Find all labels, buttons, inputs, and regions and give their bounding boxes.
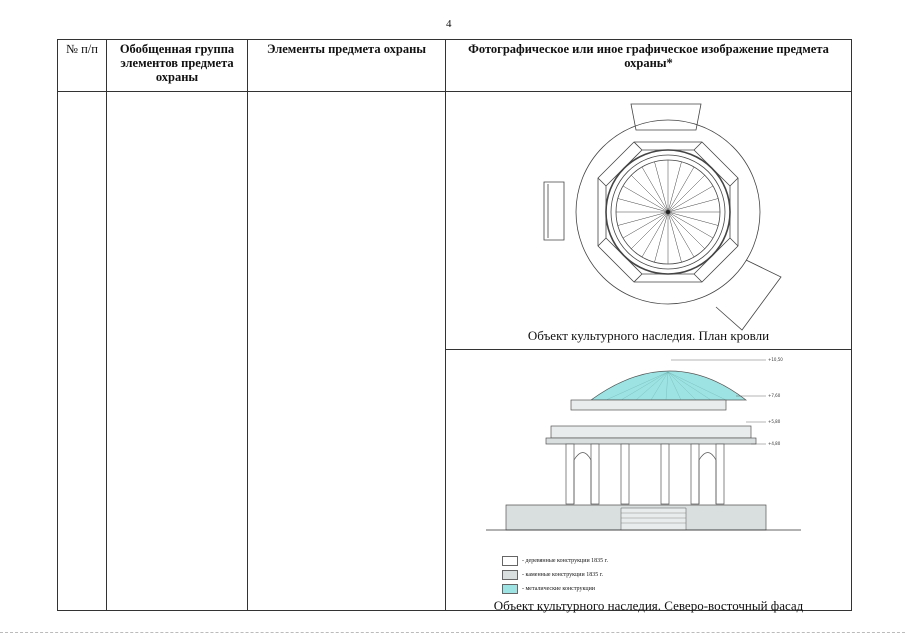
header-image: Фотографическое или иное графическое изображение предмета охраны*	[446, 40, 852, 92]
legend-label: - деревянные конструкции 1835 г.	[522, 558, 608, 564]
legend-item-wood	[502, 554, 608, 568]
header-elements: Элементы предмета охраны	[248, 40, 446, 92]
mark-3: +5,80	[768, 419, 781, 424]
legend-item-stone	[502, 568, 608, 582]
page-edge	[0, 632, 905, 633]
cell-group	[107, 92, 248, 611]
header-number: № п/п	[58, 40, 107, 92]
cell-images	[446, 92, 852, 611]
facade-caption: Объект культурного наследия. Северо-восточный фасад	[493, 598, 804, 613]
legend-item-metal	[502, 582, 608, 596]
protection-table	[57, 39, 852, 611]
mark-1: +10,50	[768, 357, 783, 362]
plan-caption: Объект культурного наследия. План кровли	[527, 328, 770, 343]
roof-plan-drawing	[446, 92, 852, 350]
mark-2: +7,60	[768, 393, 781, 398]
legend-label: - каменные конструкции 1835 г.	[522, 572, 603, 578]
cell-elements	[248, 92, 446, 611]
legend-swatch	[502, 584, 518, 594]
header-group: Обобщенная группа элементов предмета охраны	[107, 40, 248, 92]
legend-label: - металические конструкции	[522, 586, 596, 592]
legend-swatch	[502, 570, 518, 580]
facade-legend	[502, 554, 608, 596]
legend-swatch	[502, 556, 518, 566]
mark-4: +4,80	[768, 441, 781, 446]
page-number: 4	[446, 18, 452, 30]
cell-number	[58, 92, 107, 611]
